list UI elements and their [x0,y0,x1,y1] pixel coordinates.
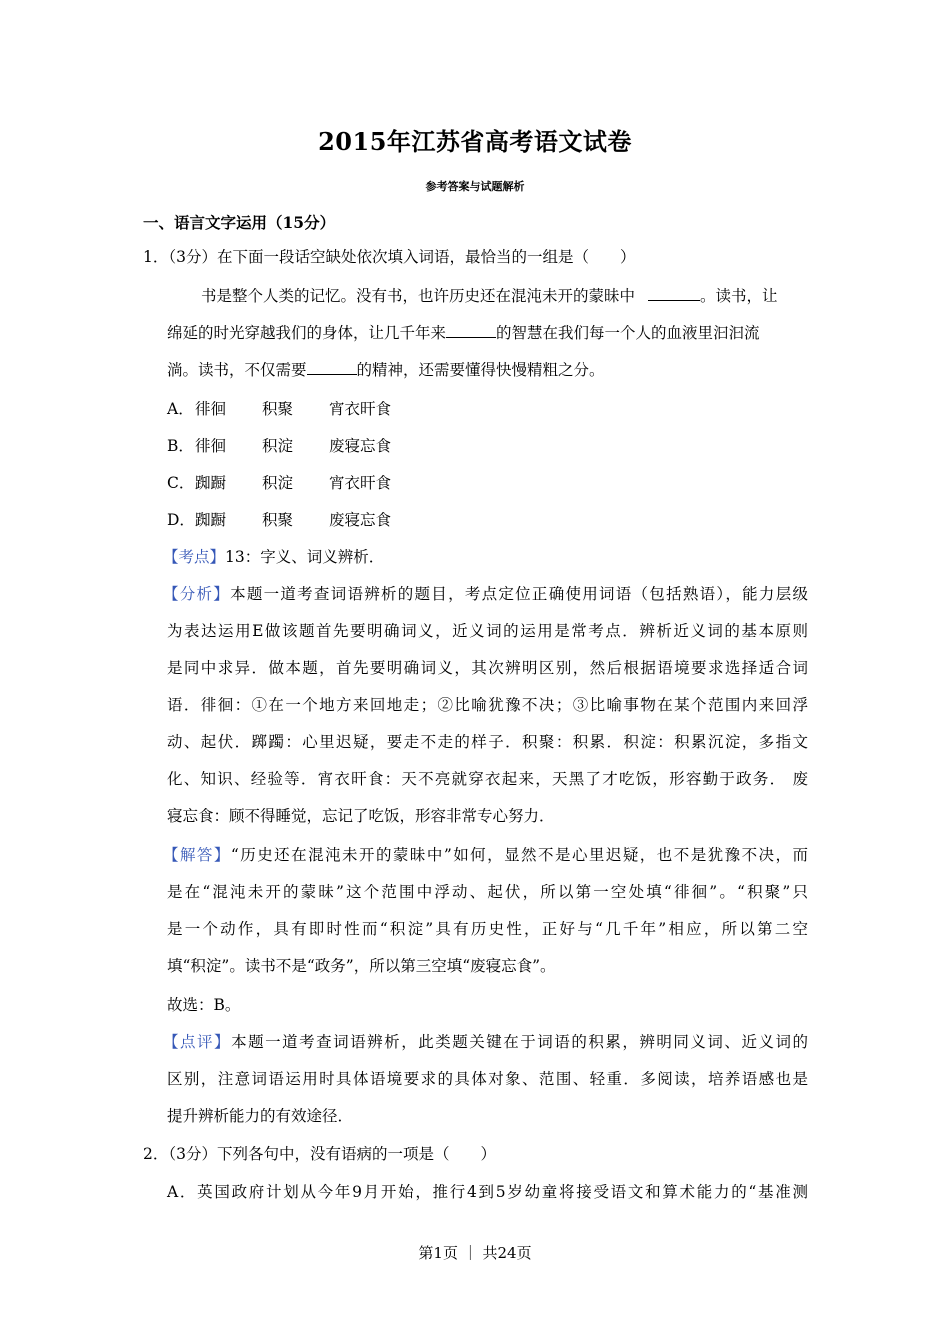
dianping-line-3: 提升辨析能力的有效途径． [167,1107,354,1125]
option-letter: A． [167,400,194,418]
passage-text: 淌。读书，不仅需要 [167,361,307,379]
answer-blank-1 [648,286,700,301]
page-title: 2015年江苏省高考语文试卷 [318,127,632,156]
jieda-line-1 [163,844,808,866]
jieda-tag: 【解答】 [163,846,231,864]
dianping-text: 本题一道考查词语辨析，此类题关键在于词语的积累，辨明同义词、近义词的 [231,1033,808,1051]
kaodian-line [163,546,384,568]
fenxi-line-4: 语．徘徊：①在一个地方来回地走；②比喻犹豫不决；③比喻事物在某个范围内来回浮 [167,696,808,714]
dianping-line-1 [163,1031,808,1053]
question-2-stem: 2．（3分）下列各句中，没有语病的一项是（ ） [143,1145,496,1163]
fenxi-line-7: 寝忘食：顾不得睡觉，忘记了吃饭，形容非常专心努力． [167,807,555,825]
fenxi-text: 本题一道考查词语辨析的题目，考点定位正确使用词语（包括熟语），能力层级 [230,585,808,603]
passage-line-2 [167,322,760,344]
option-letter: D． [167,511,195,529]
passage-text: 。读书，让 [699,287,778,305]
option-word-2: 积聚 [262,511,294,529]
fenxi-line-5: 动、起伏．踯躅：心里迟疑，要走不走的样子．积聚：积累．积淀：积累沉淀，多指文 [167,733,808,751]
answer-blank-3 [307,360,357,375]
question-1-stem: 1．（3分）在下面一段话空缺处依次填入词语，最恰当的一组是（ ） [143,248,636,266]
passage-text: 书是整个人类的记忆。没有书，也许历史还在混沌未开的蒙昧中 [201,287,636,305]
option-a [167,397,467,419]
option-word-1: 徘徊 [195,437,227,455]
jieda-line-2: 是在“混沌未开的蒙昧”这个范围中浮动、起伏，所以第一空处填“徘徊”。“积聚”只 [167,883,808,901]
option-word-3: 宵衣旰食 [329,400,392,418]
option-word-3: 废寝忘食 [329,437,392,455]
jieda-line-4: 填“积淀”。读书不是“政务”，所以第三空填“废寝忘食”。 [167,957,556,975]
option-d [167,508,467,530]
option-letter: B． [167,437,194,455]
question-2-option-a: A．英国政府计划从今年9月开始，推行4到5岁幼童将接受语文和算术能力的“基准测 [167,1183,808,1201]
option-letter: C． [167,474,195,492]
option-word-1: 踟蹰 [195,511,227,529]
passage-text: 的智慧在我们每一个人的血液里汩汩流 [496,324,760,342]
option-word-2: 积淀 [262,474,294,492]
dianping-tag: 【点评】 [163,1033,232,1051]
option-word-2: 积淀 [262,437,294,455]
kaodian-text: 13：字义、词义辨析． [225,548,385,566]
passage-text: 绵延的时光穿越我们的身体，让几千年来 [167,324,447,342]
fenxi-line-2: 为表达运用E做该题首先要明确词义，近义词的运用是常考点．辨析近义词的基本原则 [167,622,808,640]
fenxi-line-6: 化、知识、经验等．宵衣旰食：天不亮就穿衣起来，天黑了才吃饭，形容勤于政务． 废 [167,770,808,788]
fenxi-line-3: 是同中求异．做本题，首先要明确词义，其次辨明区别，然后根据语境要求选择适合词 [167,659,808,677]
option-word-3: 宵衣旰食 [329,474,392,492]
option-c [167,471,467,493]
jieda-text: “历史还在混沌未开的蒙昧中”如何，显然不是心里迟疑，也不是犹豫不决，而 [230,846,808,864]
page-subtitle: 参考答案与试题解析 [425,180,525,193]
kaodian-tag: 【考点】 [163,548,226,566]
option-b [167,434,467,456]
passage-text: 的精神，还需要懂得快慢精粗之分。 [356,361,605,379]
dianping-line-2: 区别，注意词语运用时具体语境要求的具体对象、范围、轻重．多阅读，培养语感也是 [167,1070,808,1088]
passage-line-1 [201,285,777,307]
section-heading: 一、语言文字运用（15分） [143,213,336,232]
passage-line-3 [167,359,605,381]
option-word-2: 积聚 [262,400,294,418]
answer-line: 故选：B。 [167,996,241,1014]
jieda-line-3: 是一个动作，具有即时性而“积淀”具有历史性，正好与“几千年”相应，所以第二空 [167,920,808,938]
option-word-1: 踟蹰 [195,474,227,492]
fenxi-tag: 【分析】 [163,585,231,603]
fenxi-line-1 [163,583,808,605]
answer-blank-2 [446,323,496,338]
option-word-1: 徘徊 [195,400,227,418]
option-word-3: 废寝忘食 [329,511,392,529]
page-number: 第1页 ｜ 共24页 [418,1244,532,1262]
